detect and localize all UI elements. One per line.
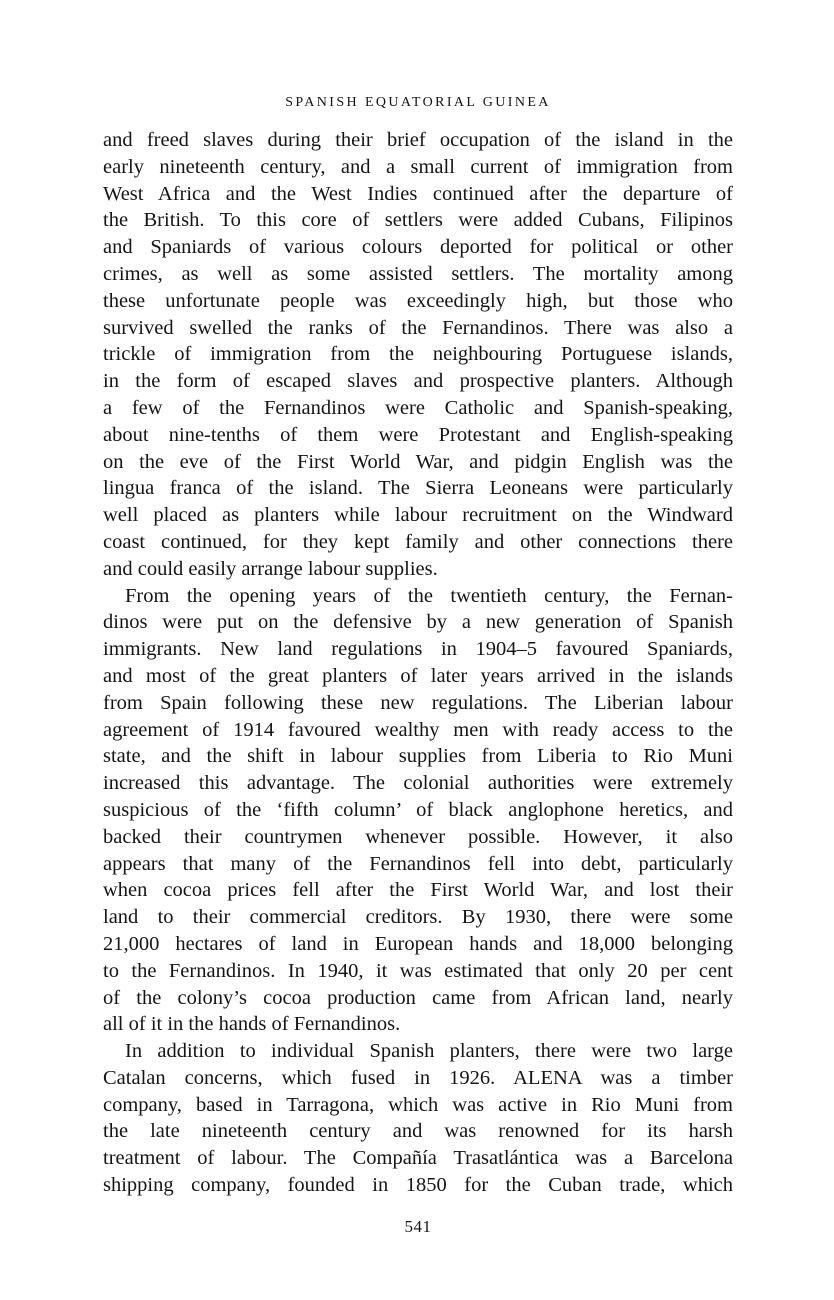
text-line: lingua franca of the island. The Sierra Leoneans were particularly (103, 477, 733, 500)
running-head: SPANISH EQUATORIAL GUINEA (285, 95, 551, 110)
body-text (103, 127, 733, 1199)
text-line: a few of the Fernandinos were Catholic and Spanish-speaking, (103, 396, 733, 419)
text-line: when cocoa prices fell after the First World War, and lost their (103, 879, 733, 902)
text-line: immigrants. New land regulations in 1904–5 favoured Spaniards, (103, 638, 733, 661)
text-line: and Spaniards of various colours deported for political or other (103, 236, 733, 259)
text-line: and could easily arrange labour supplies. (103, 557, 438, 580)
paragraph-2 (103, 583, 733, 1039)
text-line: about nine-tenths of them were Protestant and English-speaking (103, 423, 733, 446)
text-line: company, based in Tarragona, which was active in Rio Muni from (103, 1093, 733, 1116)
text-line: well placed as planters while labour recruitment on the Windward (103, 504, 733, 527)
text-line: trickle of immigration from the neighbouring Portuguese islands, (103, 343, 733, 366)
text-line: shipping company, founded in 1850 for the Cuban trade, which (103, 1174, 733, 1197)
text-line: the late nineteenth century and was renowned for its harsh (103, 1120, 733, 1143)
text-line: appears that many of the Fernandinos fell into debt, particularly (103, 852, 733, 875)
paragraph-1 (103, 127, 733, 583)
text-line: treatment of labour. The Compañía Trasatlántica was a Barcelona (103, 1147, 733, 1170)
text-line: 21,000 hectares of land in European hands and 18,000 belonging (103, 932, 733, 955)
book-page (103, 0, 733, 1300)
text-line: suspicious of the ‘fifth column’ of black anglophone heretics, and (103, 798, 733, 821)
text-line: dinos were put on the defensive by a new generation of Spanish (103, 611, 733, 634)
text-line: state, and the shift in labour supplies from Liberia to Rio Muni (103, 745, 733, 768)
text-line: these unfortunate people was exceedingly high, but those who (103, 289, 733, 312)
text-line: In addition to individual Spanish planters, there were two large (125, 1040, 733, 1063)
text-line: backed their countrymen whenever possible. However, it also (103, 825, 733, 848)
text-line: increased this advantage. The colonial authorities were extremely (103, 772, 733, 795)
text-line: land to their commercial creditors. By 1930, there were some (103, 906, 733, 929)
text-line: from Spain following these new regulations. The Liberian labour (103, 691, 733, 714)
text-line: to the Fernandinos. In 1940, it was estimated that only 20 per cent (103, 959, 733, 982)
text-line: on the eve of the First World War, and pidgin English was the (103, 450, 733, 473)
text-line: of the colony’s cocoa production came from African land, nearly (103, 986, 733, 1009)
text-line: coast continued, for they kept family and other connections there (103, 530, 733, 553)
text-line: early nineteenth century, and a small current of immigration from (103, 155, 733, 178)
text-line: West Africa and the West Indies continued after the departure of (103, 182, 733, 205)
text-line: the British. To this core of settlers were added Cubans, Filipinos (103, 209, 733, 232)
page-number: 541 (404, 1217, 432, 1236)
text-line: From the opening years of the twentieth century, the Fernan- (125, 584, 733, 607)
text-line: and most of the great planters of later years arrived in the islands (103, 664, 733, 687)
text-line: all of it in the hands of Fernandinos. (103, 1013, 401, 1036)
text-line: crimes, as well as some assisted settlers. The mortality among (103, 262, 733, 285)
text-line: agreement of 1914 favoured wealthy men with ready access to the (103, 718, 733, 741)
text-line: survived swelled the ranks of the Fernandinos. There was also a (103, 316, 733, 339)
paragraph-3 (103, 1038, 733, 1199)
text-line: in the form of escaped slaves and prospective planters. Although (103, 370, 733, 393)
text-line: Catalan concerns, which fused in 1926. ALENA was a timber (103, 1066, 733, 1089)
text-line: and freed slaves during their brief occupation of the island in the (103, 129, 733, 151)
